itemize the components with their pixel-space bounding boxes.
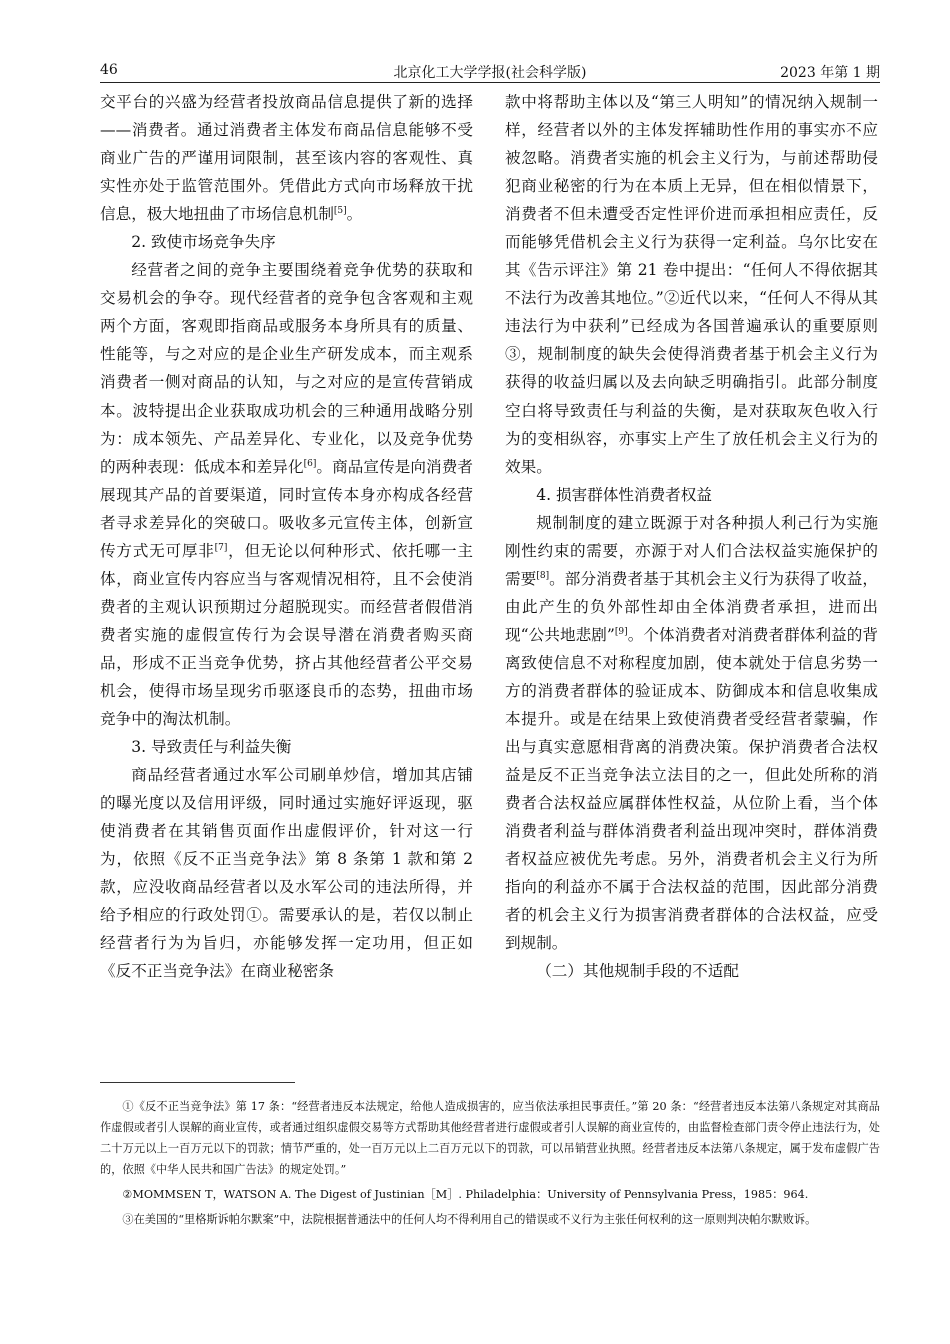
- footnotes: [100, 1096, 880, 1234]
- paragraph-text: 经营者之间的竞争主要围绕着竞争优势的获取和交易机会的争夺。现代经营者的竞争包含客观和主观两个方面，客观即指商品或服务本身所具有的质量、性能等，与之对应的是企业生产研发成本，而主观系消费者一侧对商品的认知，与之对应的是宣传营销成本。波特提出企业获取成功机会的三种通用战略分别为：成本领先、产品差异化、专业化，以及竞争优势的两种表现：低成本和差异化: [100, 261, 473, 476]
- citation-ref: [7]: [214, 542, 228, 553]
- paragraph-text: ，但无论以何种形式、依托哪一主体，商业宣传内容应当与客观情况相符，且不会使消费者的主观认识预期过分超脱现实。而经营者假借消费者实施的虚假宣传行为会误导潜在消费者购买商品，形成不正当竞争优势，挤占其他经营者公平交易机会，使得市场呈现劣币驱逐良币的态势，扭曲市场竞争中的淘汰机制。: [100, 541, 473, 729]
- paragraph-text: 。部分消费者基于其机会主义行为获得了收益，由此产生的负外部性却由全体消费者承担，进而出现“公共地悲剧”: [505, 569, 878, 644]
- section-heading: （二）其他规制手段的不适配: [536, 962, 739, 981]
- footnote: ③在美国的“里格斯诉帕尔默案”中，法院根据普通法中的任何人均不得利用自己的错误或不义行为主张任何权利的这一原则判决帕尔默败诉。: [122, 1213, 817, 1226]
- section-heading: 3. 导致责任与利益失衡: [131, 738, 292, 757]
- paragraph: [100, 88, 473, 228]
- footnote: ②MOMMSEN T，WATSON A. The Digest of Justinian［M］. Philadelphia：University of Pennsylvania Press，1985：964.: [122, 1188, 809, 1201]
- footnote-separator: [100, 1082, 295, 1083]
- citation-ref: [9]: [614, 626, 628, 637]
- page-number: 46: [100, 62, 118, 78]
- paragraph-text: 规制制度的建立既源于对各种损人利己行为实施刚性约束的需要，亦源于对人们合法权益实施保护的需要: [505, 513, 878, 588]
- citation-ref: [5]: [333, 206, 347, 216]
- right-column: [505, 88, 878, 986]
- issue-label: 2023 年第 1 期: [780, 65, 880, 81]
- paragraph: [100, 256, 473, 733]
- paragraph-text: 交平台的兴盛为经营者投放商品信息提供了新的选择——消费者。通过消费者主体发布商品信息能够不受商业广告的严谨用词限制，甚至该内容的客观性、真实性亦处于监管范围外。凭借此方式向市场释放干扰信息，极大地扭曲了市场信息机制: [100, 93, 473, 224]
- paragraph-text: 。个体消费者对消费者群体利益的背离致使信息不对称程度加剧，使本就处于信息劣势一方的消费者群体的验证成本、防御成本和信息收集成本提升。或是在结果上致使消费者受经营者蒙骗，作出与真实意愿相背离的消费决策。保护消费者合法权益是反不正当竞争法立法目的之一，但此处所称的消费者合法权益应属群体性权益，从位阶上看，当个体消费者利益与群体消费者利益出现冲突时，群体消费者权益应被优先考虑。另外，消费者机会主义行为所指向的利益亦不属于合法权益的范围，因此部分消费者的机会主义行为损害消费者群体的合法权益，应受到规制。: [505, 625, 878, 953]
- journal-title: 北京化工大学学报(社会科学版): [393, 65, 587, 81]
- header-rule: [100, 82, 880, 83]
- paragraph: [505, 509, 878, 958]
- citation-ref: [6]: [303, 458, 317, 469]
- left-column: [100, 88, 473, 986]
- footnote: ①《反不正当竞争法》第 17 条：“经营者违反本法规定，给他人造成损害的，应当依法承担民事责任。”第 20 条：“经营者违反本法第八条规定对其商品作虚假或者引人误解的商业宣传，或者通过组织虚假交易等方式帮助其他经营者进行虚假或者引人误解的商业宣传的，由监督检查部门责令停止违法行为，处二十万元以上一百万元以下的罚款；情节严重的，处一百万元以上二百万元以下的罚款，可以吊销营业执照。经营者违反本法第八条规定，属于发布虚假广告的，依照《中华人民共和国广告法》的规定处罚。”: [100, 1100, 880, 1176]
- section-heading: 2. 致使市场竞争失序: [131, 233, 276, 252]
- paragraph: 款中将帮助主体以及“第三人明知”的情况纳入规制一样，经营者以外的主体发挥辅助性作用的事实亦不应被忽略。消费者实施的机会主义行为，与前述帮助侵犯商业秘密的行为在本质上无异，但在相似情景下，消费者不但未遭受否定性评价进而承担相应责任，反而能够凭借机会主义行为获得一定利益。乌尔比安在其《告示评注》第 21 卷中提出：“任何人不得依据其不法行为改善其地位。”②近代以来，“任何人不得从其违法行为中获利”已经成为各国普遍承认的重要原则③，规制制度的缺失会使得消费者基于机会主义行为获得的收益归属以及去向缺乏明确指引。此部分制度空白将导致责任与利益的失衡，是对获取灰色收入行为的变相纵容，亦事实上产生了放任机会主义行为的效果。: [505, 93, 878, 476]
- paragraph-text: 。: [346, 205, 363, 224]
- citation-ref: [8]: [536, 570, 550, 581]
- section-heading: 4. 损害群体性消费者权益: [536, 485, 712, 504]
- paragraph: 商品经营者通过水军公司刷单炒信，增加其店铺的曝光度以及信用评级，同时通过实施好评返现，驱使消费者在其销售页面作出虚假评价，针对这一行为，依照《反不正当竞争法》第 8 条第 1 款和第 2 款，应没收商品经营者以及水军公司的违法所得，并给予相应的行政处罚①。需要承认的是，若仅以制止经营者行为为旨归，亦能够发挥一定功用，但正如《反不正当竞争法》在商业秘密条: [100, 766, 473, 981]
- paragraph-text: 。商品宣传是向消费者展现其产品的首要渠道，同时宣传本身亦构成各经营者寻求差异化的突破口。吸收多元宣传主体，创新宣传方式无可厚非: [100, 457, 473, 560]
